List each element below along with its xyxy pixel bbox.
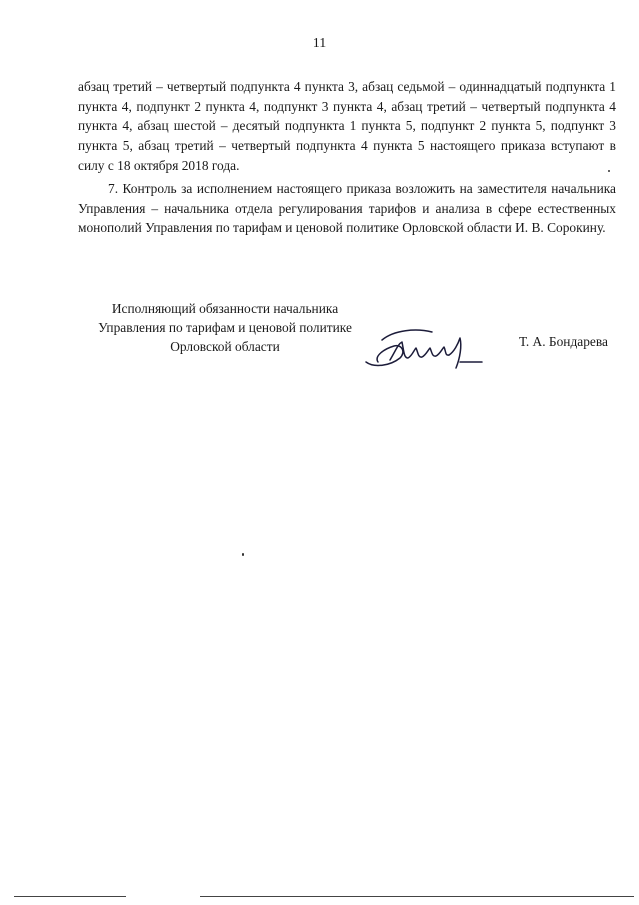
signatory-name: Т. А. Бондарева: [519, 334, 608, 349]
signatory-position: [70, 300, 380, 356]
footer-rule: [200, 896, 634, 897]
signatory-position-line: Исполняющий обязанности начальника: [111, 301, 339, 316]
scan-speck: [242, 553, 244, 556]
scan-speck: [608, 170, 610, 172]
body-paragraph-effective-dates: абзац третий – четвертый подпункта 4 пункта 3, абзац седьмой – одиннадцатый подпункта 1 пункта 4, подпункт 2 пункта 4, подпункт 3 пункта 4, абзац третий – четвертый подпункта 4 пункта 4, абзац шестой – десятый подпункта 1 пункта 5, подпункт 2 пункта 5, подпункт 3 пункта 5, абзац третий – четвертый подпункта 4 пункта 5 настоящего приказа вступают в силу с 18 октября 2018 года.: [78, 79, 616, 173]
footer-rule: [14, 896, 126, 897]
signatory-position-line: Орловской области: [170, 338, 280, 354]
body-paragraph-control-clause: 7. Контроль за исполнением настоящего приказа возложить на заместителя начальника Управления – начальника отдела регулирования тарифов и анализа в сфере естественных монополий Управления по тарифам и ценовой политике Орловской области И. В. Сорокину.: [78, 181, 616, 236]
signatory-position-line: Управления по тарифам и ценовой политике: [98, 319, 352, 335]
page-number: 11: [312, 36, 327, 51]
handwritten-signature-icon: [360, 322, 492, 374]
